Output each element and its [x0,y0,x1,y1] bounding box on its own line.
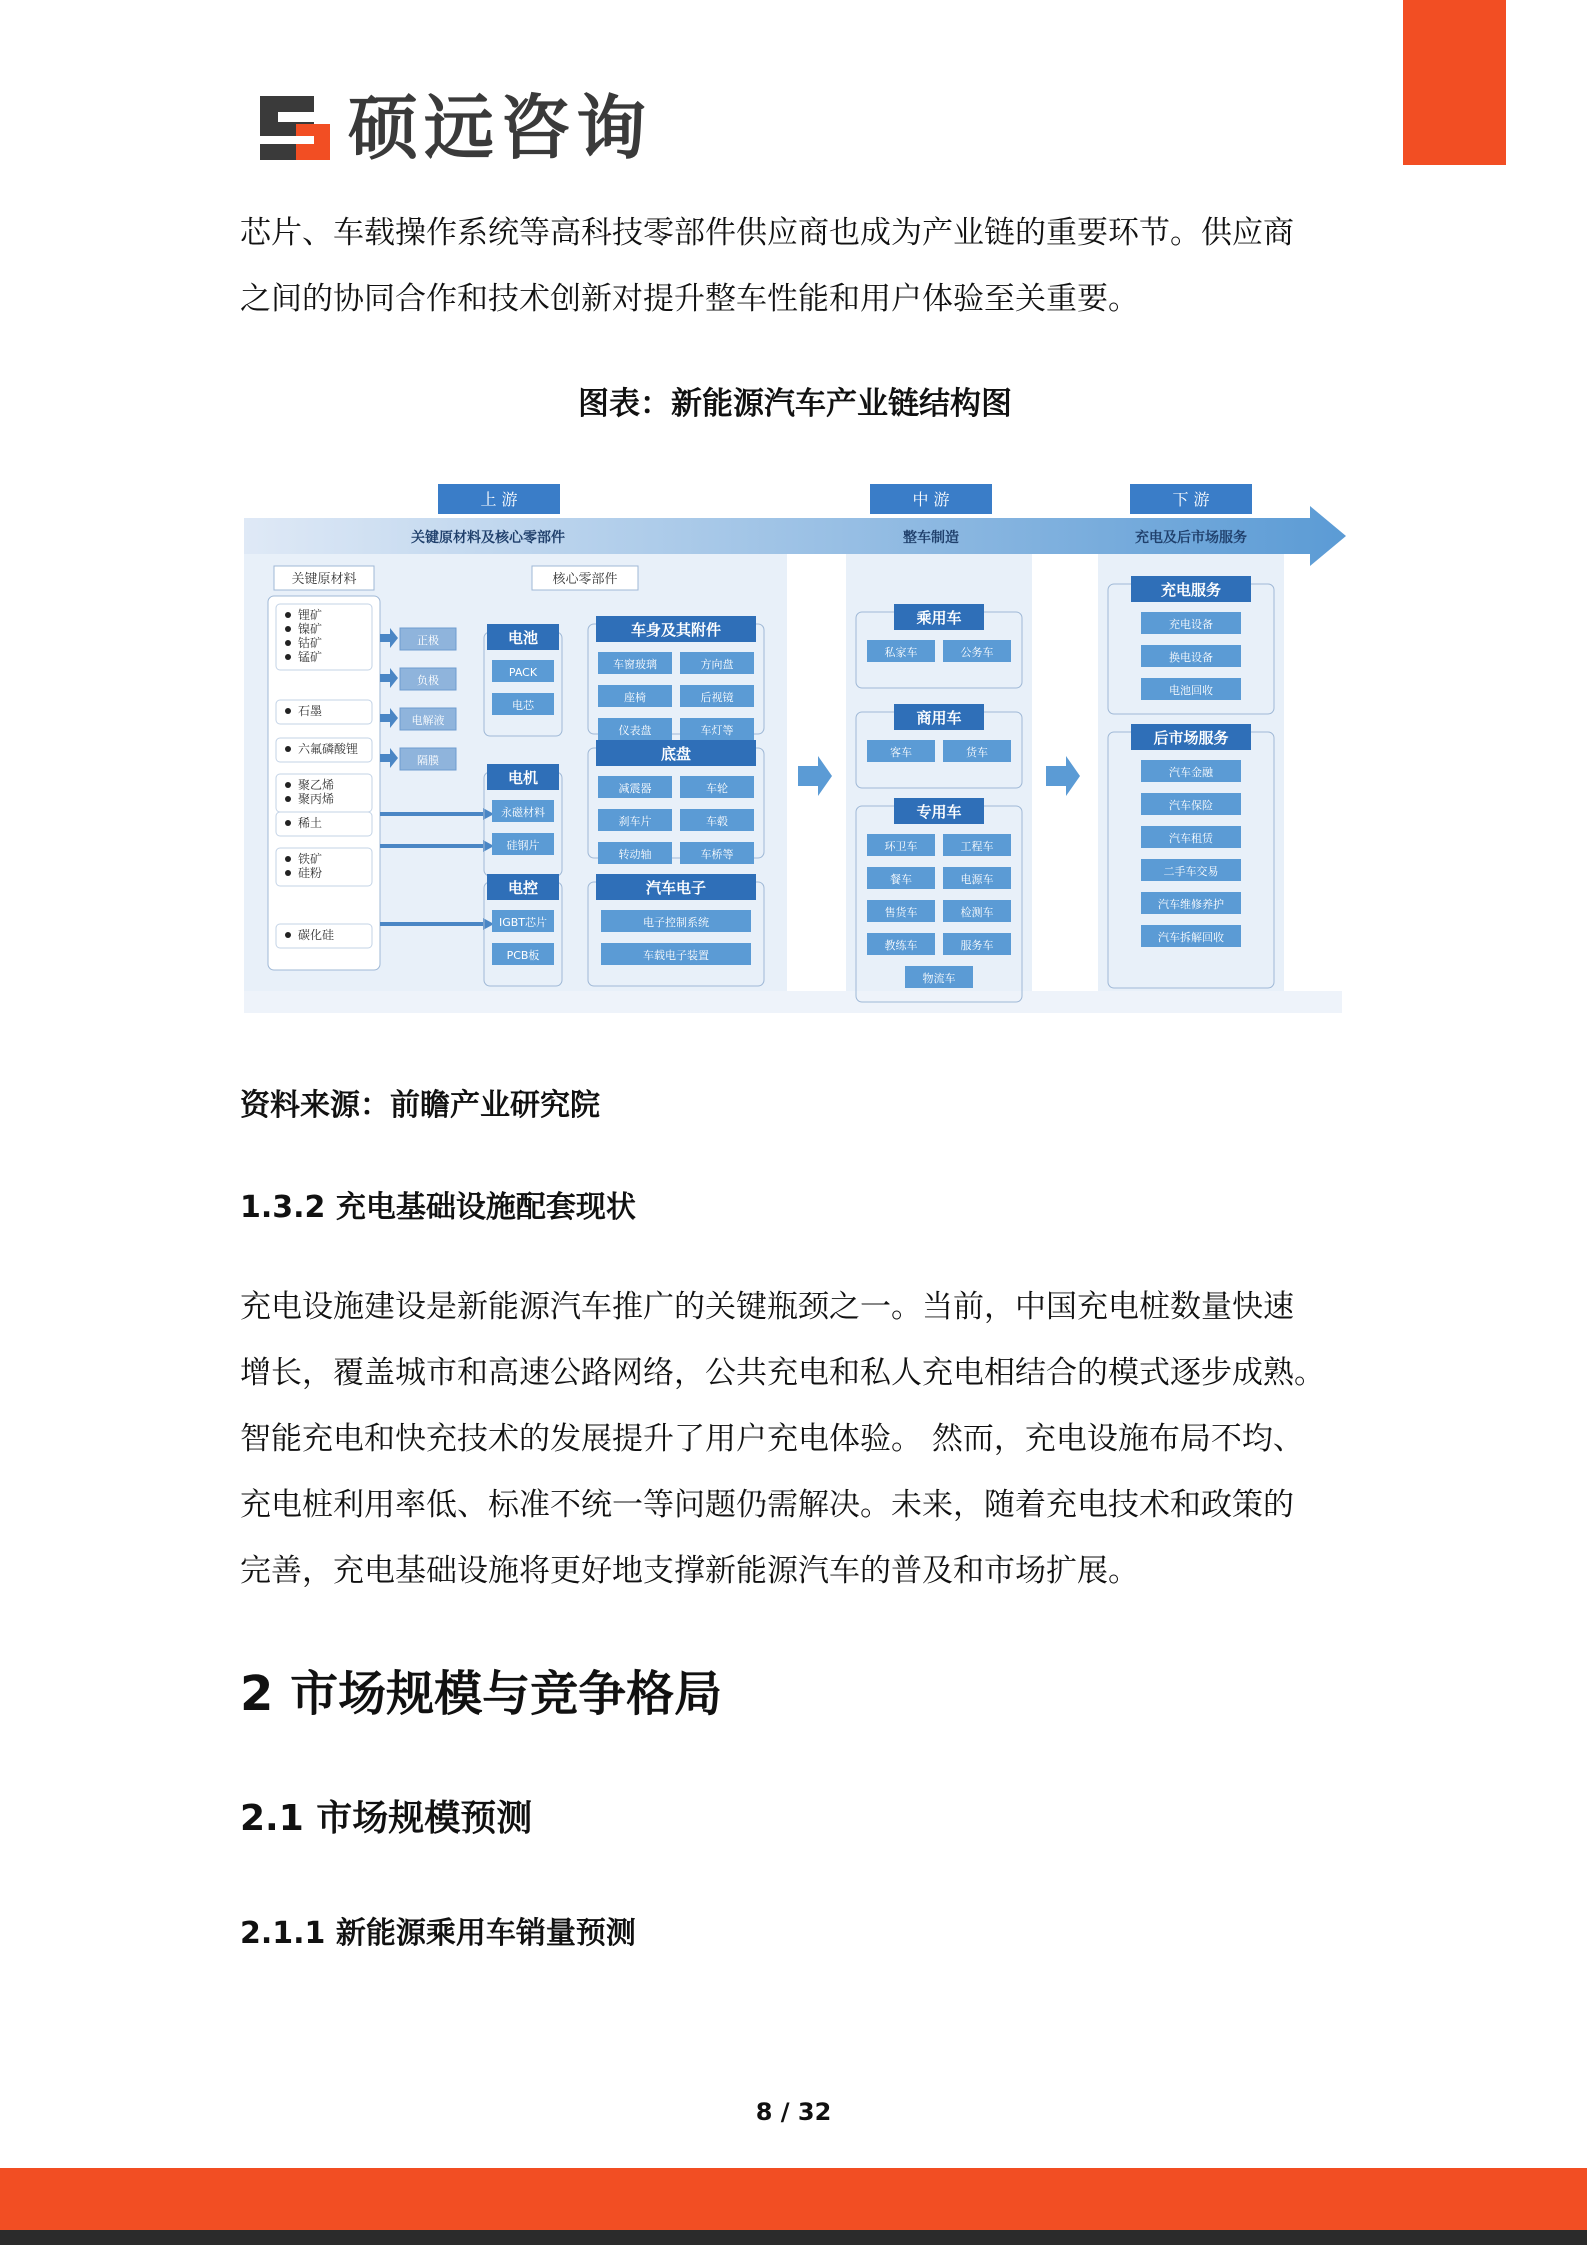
special-group-item: 餐车 [890,873,912,886]
aftermarket-group-title: 后市场服务 [1153,729,1229,747]
brand-name: 硕远咨询 [348,87,652,169]
commercial-group-item: 客车 [890,746,912,759]
special-group-item: 检测车 [960,906,994,919]
special-group-item: 工程车 [960,840,994,853]
components-header: 核心零部件 [552,572,618,587]
corner-tab [1403,0,1506,165]
chassis-group-item: 刹车片 [618,815,652,828]
body-group-item: 座椅 [624,691,646,704]
body-group-item: 仪表盘 [618,724,652,737]
chassis-group-title: 底盘 [660,745,692,763]
material-item: 锂矿 [298,608,323,622]
body-group-item: 方向盘 [700,658,734,671]
control-group-title: 电控 [507,879,539,897]
body-paragraph [240,1274,1350,1604]
passenger-group-item: 公务车 [960,646,994,659]
body-group-item: 车窗玻璃 [613,658,657,671]
chassis-group-item: 车轮 [706,782,728,795]
downstream-sub: 充电及后市场服务 [1135,530,1247,546]
brand-logo-icon [256,92,334,164]
bullet-icon [285,708,291,714]
bullet-icon [285,870,291,876]
footer-strip [0,2230,1587,2245]
material-item: 镍矿 [298,622,323,636]
bullet-icon [285,626,291,632]
aftermarket-group-item: 汽车保险 [1169,799,1213,812]
aftermarket-group-item: 汽车租赁 [1169,832,1213,845]
charging-group-item: 充电设备 [1169,618,1213,631]
bullet-icon [285,612,291,618]
bullet-icon [285,820,291,826]
chassis-group-item: 车毂 [706,815,728,828]
electronics-group-item: 电子控制系统 [643,916,709,929]
stage-midstream-text: 中 游 [912,490,950,509]
charging-group-title: 充电服务 [1160,581,1222,599]
special-group-item: 服务车 [960,939,994,952]
material-item: 钴矿 [298,636,323,650]
passenger-group-item: 私家车 [884,646,918,659]
aftermarket-group-item: 汽车金融 [1169,766,1213,779]
body-line: 智能充电和快充技术的发展提升了用户充电体验。 然而，充电设施布局不均、 [240,1421,1304,1457]
battery-group-title: 电池 [507,629,539,647]
battery-part-label: 负极 [417,674,439,687]
body-line: 完善，充电基础设施将更好地支撑新能源汽车的普及和市场扩展。 [240,1553,1139,1589]
bullet-icon [285,746,291,752]
body-group-item: 后视镜 [700,691,734,704]
commercial-group-item: 货车 [966,746,988,759]
stage-upstream-text: 上 游 [480,490,518,509]
special-group-item: 教练车 [884,939,918,952]
materials-header: 关键原材料 [291,572,357,587]
footer-bar [0,2168,1587,2230]
battery-part-label: 电解液 [411,714,445,727]
bullet-icon [285,856,291,862]
heading-2-1-1: 2.1.1 新能源乘用车销量预测 [240,1916,636,1951]
battery-part-label: 隔膜 [417,754,439,767]
material-item: 碳化硅 [298,928,335,942]
special-group-item: 电源车 [960,873,994,886]
battery-part-label: 正极 [417,634,439,647]
intro-line: 芯片、车载操作系统等高科技零部件供应商也成为产业链的重要环节。供应商 [240,215,1294,251]
upstream-sub: 关键原材料及核心零部件 [411,530,565,546]
material-item: 石墨 [298,704,323,718]
material-item: 稀土 [298,816,323,830]
motor-group-item: 永磁材料 [501,806,545,819]
commercial-group-title: 商用车 [916,709,962,727]
industry-chain-diagram [238,476,1346,1024]
material-item: 铁矿 [298,852,323,866]
special-group-item: 物流车 [922,972,956,985]
heading-2: 2 市场规模与竞争格局 [240,1666,723,1722]
body-line: 充电设施建设是新能源汽车推广的关键瓶颈之一。当前，中国充电桩数量快速 [240,1289,1294,1325]
charging-group-item: 换电设备 [1169,651,1213,664]
heading-2-1: 2.1 市场规模预测 [240,1798,533,1839]
aftermarket-group-item: 二手车交易 [1163,865,1219,878]
material-item: 聚丙烯 [298,792,335,806]
aftermarket-group-item: 汽车维修养护 [1158,898,1224,911]
figure-caption: 图表：新能源汽车产业链结构图 [578,386,1012,422]
midstream-sub: 整车制造 [903,530,959,546]
material-item: 六氟磷酸锂 [298,742,359,756]
body-group-item: 车灯等 [700,724,734,737]
electronics-group-item: 车载电子装置 [643,949,709,962]
bullet-icon [285,654,291,660]
battery-group-item: 电芯 [512,699,534,712]
body-line: 充电桩利用率低、标准不统一等问题仍需解决。未来，随着充电技术和政策的 [240,1487,1294,1523]
body-group-title: 车身及其附件 [630,621,722,639]
heading-1-3-2: 1.3.2 充电基础设施配套现状 [240,1190,636,1225]
material-item: 硅粉 [298,866,323,880]
stage-downstream-text: 下 游 [1172,490,1210,509]
special-group-item: 环卫车 [884,840,918,853]
intro-line: 之间的协同合作和技术创新对提升整车性能和用户体验至关重要。 [240,281,1139,317]
motor-group-item: 硅钢片 [506,839,540,852]
electronics-group-title: 汽车电子 [645,879,707,897]
bullet-icon [285,932,291,938]
special-group-item: 售货车 [884,906,918,919]
battery-group-item: PACK [508,666,538,679]
bullet-icon [285,796,291,802]
charging-group-item: 电池回收 [1169,684,1213,697]
figure-source: 资料来源：前瞻产业研究院 [240,1088,600,1123]
aftermarket-group-item: 汽车拆解回收 [1158,931,1224,944]
material-item: 聚乙烯 [298,778,335,792]
chassis-group-item: 转动轴 [618,848,652,861]
page-number: 8 / 32 [755,2098,832,2126]
bullet-icon [285,640,291,646]
special-group-title: 专用车 [916,803,962,821]
passenger-group-title: 乘用车 [916,609,962,627]
material-item: 锰矿 [298,650,323,664]
body-line: 增长，覆盖城市和高速公路网络，公共充电和私人充电相结合的模式逐步成熟。 [240,1355,1325,1391]
brand-logo [256,88,652,168]
control-group-item: IGBT芯片 [498,916,548,929]
intro-paragraph [240,200,1350,332]
bullet-icon [285,782,291,788]
chassis-group-item: 减震器 [618,782,652,795]
chassis-group-item: 车桥等 [700,848,734,861]
material-group [276,848,372,886]
diagram-svg [238,476,1346,1024]
control-group-item: PCB板 [506,949,540,962]
motor-group-title: 电机 [507,769,539,787]
